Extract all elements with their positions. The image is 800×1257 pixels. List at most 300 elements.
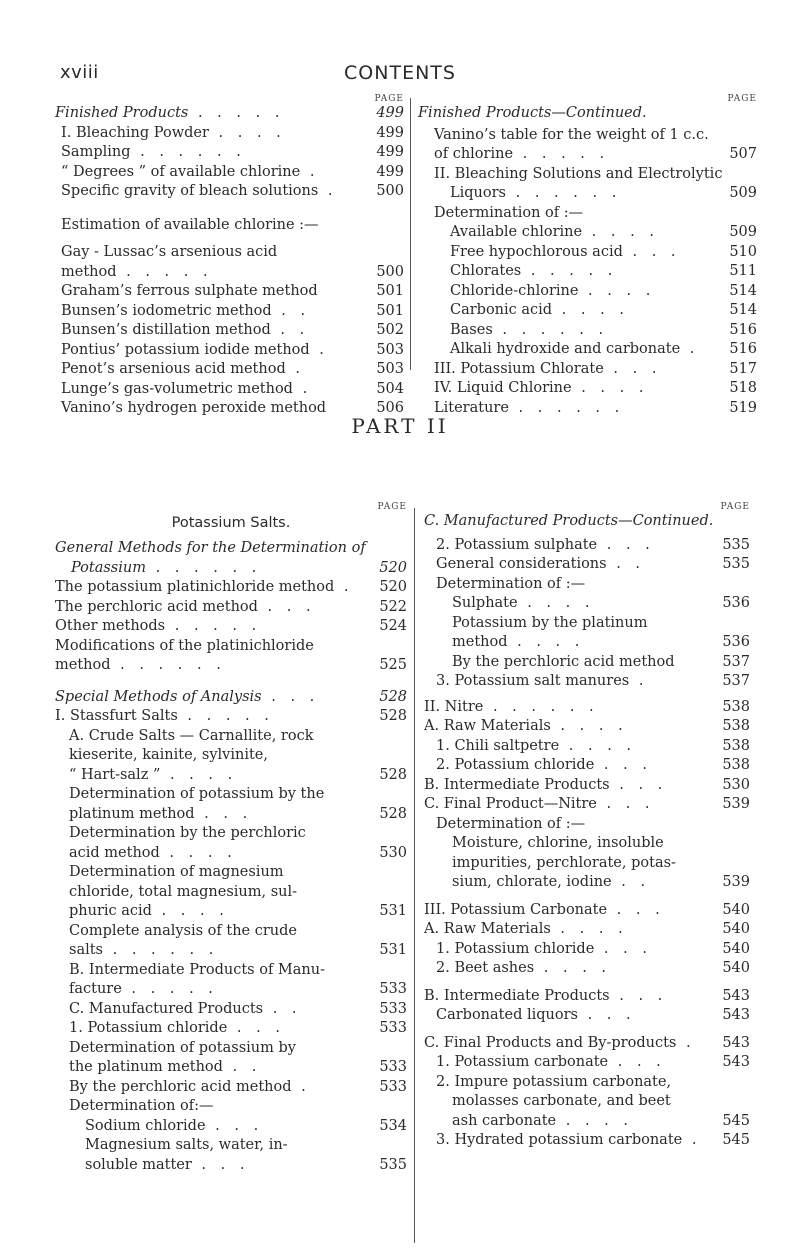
entry-page-number: 543 bbox=[719, 1006, 750, 1026]
entry-page-number: 538 bbox=[719, 698, 750, 718]
entry-title: Liquors bbox=[450, 185, 506, 201]
leader-dots: . bbox=[318, 183, 338, 199]
toc-entry bbox=[55, 182, 404, 202]
entry-page-number: 538 bbox=[719, 717, 750, 737]
entry-page-number: 511 bbox=[726, 262, 757, 282]
entry-page-number: 540 bbox=[719, 920, 750, 940]
leader-dots: . bbox=[334, 579, 354, 595]
entry-title: General Methods for the Determination of bbox=[55, 540, 366, 556]
entry-title: molasses carbonate, and beet bbox=[452, 1093, 671, 1109]
entry-page-number: 539 bbox=[719, 795, 750, 815]
toc-entry bbox=[55, 1019, 407, 1039]
page-title: CONTENTS bbox=[344, 62, 456, 84]
entry-title: Available chlorine bbox=[450, 224, 583, 240]
toc-entry bbox=[55, 902, 407, 922]
toc-entry bbox=[424, 854, 750, 874]
leader-dots: . bbox=[300, 163, 320, 180]
entry-title: Determination of:— bbox=[69, 1098, 214, 1114]
toc-entry bbox=[424, 1073, 750, 1093]
entry-page-number: 540 bbox=[719, 959, 750, 979]
entry-page-number: 500 bbox=[373, 263, 404, 283]
entry-title: Graham’s ferrous sulphate method bbox=[61, 283, 318, 299]
toc-entry bbox=[424, 959, 750, 979]
entry-title: Finished Products bbox=[55, 105, 189, 121]
entry-page-number: 503 bbox=[373, 341, 404, 361]
toc-entry bbox=[55, 656, 407, 676]
entry-page-number: 534 bbox=[376, 1117, 407, 1137]
toc-entry bbox=[55, 844, 407, 864]
toc-entry bbox=[424, 795, 750, 815]
leader-dots: . . . . . bbox=[177, 708, 274, 724]
entry-title: Potassium by the platinum bbox=[452, 614, 648, 631]
leader-dots: . . . . bbox=[550, 718, 628, 734]
entry-title: 2. Potassium sulphate bbox=[436, 536, 598, 553]
toc-entry bbox=[424, 1131, 750, 1151]
leader-dots: . . bbox=[611, 874, 651, 890]
page-column-label: PAGE bbox=[720, 502, 750, 512]
toc-entry bbox=[424, 776, 750, 796]
entry-page-number: 516 bbox=[726, 340, 757, 360]
entry-title: impurities, perchlorate, potas- bbox=[452, 854, 676, 871]
leader-dots: . . . . . . bbox=[483, 698, 599, 715]
toc-entry bbox=[55, 578, 407, 598]
entry-title: Gay - Lussac’s arsenious acid bbox=[61, 244, 278, 260]
entry-page-number: 519 bbox=[726, 399, 757, 419]
entry-title: Special Methods of Analysis bbox=[55, 688, 262, 705]
leader-dots: . . . bbox=[594, 940, 652, 957]
entry-page-number: 516 bbox=[726, 321, 757, 341]
toc-entry bbox=[424, 1034, 750, 1054]
part-heading: PART II bbox=[351, 414, 449, 438]
leader-dots: . bbox=[680, 341, 700, 357]
toc-entry bbox=[418, 145, 757, 165]
entry-title: Complete analysis of the crude bbox=[69, 922, 297, 939]
entry-title: method bbox=[55, 657, 111, 673]
entry-page-number: 517 bbox=[726, 360, 757, 380]
entry-page-number: 540 bbox=[719, 901, 750, 921]
entry-title: Chloride-chlorine bbox=[450, 282, 579, 299]
entry-title: sium, chlorate, iodine bbox=[452, 874, 612, 890]
toc-entry bbox=[55, 1136, 407, 1156]
toc-entry bbox=[55, 104, 404, 124]
leader-dots: . . . bbox=[597, 536, 655, 553]
entry-page-number: 520 bbox=[376, 559, 407, 579]
entry-page-number: 528 bbox=[376, 688, 407, 708]
leader-dots: . . . . . . bbox=[506, 185, 622, 201]
entry-page-number: 531 bbox=[376, 941, 407, 961]
entry-title: Determination of potassium by the bbox=[69, 786, 325, 802]
toc-entry bbox=[55, 785, 407, 805]
toc-entry bbox=[55, 1039, 407, 1059]
entry-title: Estimation of available chlorine :— bbox=[61, 216, 319, 233]
leader-dots: . . . . bbox=[159, 844, 237, 861]
toc-entry bbox=[418, 104, 757, 124]
toc-entry bbox=[55, 617, 407, 637]
toc-entry bbox=[418, 282, 757, 302]
section-title: Potassium Salts. bbox=[171, 515, 291, 531]
toc-entry bbox=[55, 637, 407, 657]
entry-page-number: 520 bbox=[376, 578, 407, 598]
entry-title: Free hypochlorous acid bbox=[450, 243, 623, 260]
entry-title: Literature bbox=[434, 399, 509, 416]
toc-entry bbox=[55, 124, 404, 144]
entry-page-number: 504 bbox=[373, 380, 404, 400]
toc-entry bbox=[424, 834, 750, 854]
toc-entry bbox=[424, 901, 750, 921]
entry-page-number: 533 bbox=[376, 1078, 407, 1098]
leader-dots: . . . bbox=[191, 1156, 250, 1173]
leader-dots: . . . . bbox=[151, 903, 229, 919]
leader-dots: . . . . . . bbox=[130, 144, 246, 160]
leader-dots: . . bbox=[606, 556, 646, 572]
leader-dots: . . bbox=[271, 302, 311, 319]
leader-dots: . . . . . bbox=[513, 146, 610, 162]
leader-dots: . . . . . bbox=[521, 263, 618, 279]
entry-title: Determination by the perchloric bbox=[69, 825, 306, 841]
entry-page-number: 514 bbox=[726, 282, 757, 302]
entry-title: platinum method bbox=[69, 805, 195, 822]
toc-entry bbox=[418, 204, 757, 224]
toc-entry bbox=[424, 717, 750, 737]
entry-page-number: 535 bbox=[719, 536, 750, 556]
leader-dots: . . . . bbox=[517, 595, 595, 611]
leader-dots: . . . . bbox=[556, 1112, 634, 1129]
toc-entry bbox=[55, 863, 407, 883]
entry-title: C. Manufactured Products bbox=[69, 1000, 264, 1017]
entry-page-number: 545 bbox=[719, 1131, 750, 1151]
toc-entry bbox=[55, 941, 407, 961]
leader-dots: . . . . bbox=[552, 302, 629, 318]
leader-dots: . bbox=[309, 341, 329, 358]
entry-title: Carbonated liquors bbox=[436, 1007, 578, 1023]
toc-column-bottom-left bbox=[55, 502, 407, 1175]
toc-entry bbox=[418, 223, 757, 243]
entry-page-number: 524 bbox=[376, 617, 407, 637]
entry-title: Lunge’s gas-volumetric method bbox=[61, 380, 293, 397]
toc-entry bbox=[424, 653, 750, 673]
entry-page-number: 538 bbox=[719, 756, 750, 776]
toc-entry bbox=[418, 184, 757, 204]
entry-page-number: 503 bbox=[373, 360, 404, 380]
entry-title: A. Crude Salts — Carnallite, rock bbox=[69, 727, 314, 744]
toc-entry bbox=[55, 805, 407, 825]
entry-title: method bbox=[452, 634, 508, 650]
entry-page-number: 500 bbox=[373, 182, 404, 202]
entry-page-number: 502 bbox=[373, 321, 404, 341]
leader-dots: . . . . . . bbox=[492, 321, 609, 338]
leader-dots: . . . . . bbox=[116, 263, 213, 280]
entry-page-number: 539 bbox=[719, 873, 750, 893]
entry-title: 2. Potassium chloride bbox=[436, 757, 595, 773]
entry-title: I. Stassfurt Salts bbox=[55, 708, 178, 724]
leader-dots: . . . . bbox=[582, 224, 659, 240]
leader-dots: . . . . . . bbox=[145, 559, 262, 576]
column-divider bbox=[414, 508, 415, 1243]
entry-title: II. Bleaching Solutions and Electrolytic bbox=[434, 165, 723, 182]
entry-page-number: 509 bbox=[726, 223, 757, 243]
leader-dots: . . . . . . bbox=[103, 942, 219, 958]
toc-entry bbox=[55, 1000, 407, 1020]
entry-title: Modifications of the platinichloride bbox=[55, 637, 314, 654]
leader-dots: . . . . . bbox=[165, 618, 262, 634]
entry-page-number: 525 bbox=[376, 656, 407, 676]
toc-entry bbox=[418, 301, 757, 321]
entry-page-number: 499 bbox=[373, 163, 404, 183]
entry-title: A. Raw Materials bbox=[424, 921, 551, 937]
toc-entry bbox=[55, 539, 407, 559]
entry-title: chloride, total magnesium, sul- bbox=[69, 883, 298, 900]
entry-title: Other methods bbox=[55, 618, 166, 634]
toc-entry bbox=[424, 1053, 750, 1073]
entry-title: Determination of :— bbox=[436, 815, 586, 832]
column-divider bbox=[410, 98, 411, 370]
entry-page-number: 518 bbox=[726, 379, 757, 399]
entry-page-number: 528 bbox=[376, 805, 407, 825]
toc-entry bbox=[55, 282, 404, 302]
entry-page-number: 545 bbox=[719, 1112, 750, 1132]
toc-entry bbox=[424, 737, 750, 757]
toc-entry bbox=[424, 512, 750, 532]
entry-title: C. Final Product—Nitre bbox=[424, 796, 597, 812]
toc-entry bbox=[55, 688, 407, 708]
leader-dots: . . . bbox=[622, 243, 681, 260]
leader-dots: . . bbox=[222, 1059, 262, 1075]
toc-entry bbox=[55, 1078, 407, 1098]
entry-page-number: 522 bbox=[376, 598, 407, 618]
leader-dots: . . . . . . bbox=[508, 399, 625, 416]
entry-title: 3. Potassium salt manures bbox=[436, 673, 630, 689]
toc-entry bbox=[418, 360, 757, 380]
toc-entry bbox=[424, 575, 750, 595]
toc-entry bbox=[424, 873, 750, 893]
entry-title: Vanino’s table for the weight of 1 c.c. bbox=[434, 126, 709, 143]
toc-column-top-left bbox=[55, 94, 404, 419]
leader-dots: . bbox=[682, 1132, 702, 1148]
entry-title: Vanino’s hydrogen peroxide method bbox=[61, 400, 327, 416]
running-head bbox=[60, 62, 740, 86]
entry-page-number: 509 bbox=[726, 184, 757, 204]
leader-dots: . . . . . . bbox=[110, 657, 226, 673]
toc-entry bbox=[55, 598, 407, 618]
entry-title: method bbox=[61, 263, 117, 280]
leader-dots: . . . bbox=[205, 1117, 264, 1134]
leader-dots: . bbox=[676, 1034, 696, 1051]
toc-entry bbox=[418, 262, 757, 282]
leader-dots: . . . bbox=[596, 796, 655, 812]
toc-entry bbox=[55, 243, 404, 263]
toc-entry bbox=[55, 1058, 407, 1078]
entry-page-number: 501 bbox=[373, 282, 404, 302]
leader-dots: . . . bbox=[227, 1020, 285, 1036]
entry-page-number: 538 bbox=[719, 737, 750, 757]
entry-title: The potassium platinichloride method bbox=[55, 579, 335, 595]
entry-page-number: 533 bbox=[376, 1058, 407, 1078]
leader-dots: . . . . bbox=[534, 960, 612, 976]
toc-entry bbox=[55, 922, 407, 942]
toc-entry bbox=[424, 756, 750, 776]
toc-entry bbox=[424, 1112, 750, 1132]
entry-title: I. Bleaching Powder bbox=[61, 124, 209, 141]
toc-entry bbox=[418, 243, 757, 263]
page-folio: xviii bbox=[60, 62, 99, 83]
leader-dots: . . . bbox=[257, 598, 316, 615]
toc-entry bbox=[55, 302, 404, 322]
leader-dots: . . . bbox=[577, 1007, 636, 1023]
toc-entry bbox=[55, 824, 407, 844]
leader-dots: . . . bbox=[261, 688, 320, 705]
entry-title: By the perchloric acid method bbox=[69, 1078, 292, 1095]
toc-entry bbox=[55, 143, 404, 163]
toc-entry bbox=[55, 961, 407, 981]
entry-title: Moisture, chlorine, insoluble bbox=[452, 835, 664, 851]
toc-entry bbox=[55, 766, 407, 786]
entry-title: III. Potassium Carbonate bbox=[424, 901, 608, 918]
entry-page-number: 507 bbox=[726, 145, 757, 165]
leader-dots: . . bbox=[263, 1000, 302, 1017]
entry-title: Bunsen’s distillation method bbox=[61, 322, 271, 338]
toc-entry bbox=[55, 727, 407, 747]
entry-page-number: 506 bbox=[373, 399, 404, 419]
toc-entry bbox=[424, 633, 750, 653]
entry-page-number: 531 bbox=[376, 902, 407, 922]
leader-dots: . . bbox=[270, 322, 310, 338]
entry-title: B. Intermediate Products bbox=[424, 776, 610, 793]
entry-page-number: 528 bbox=[376, 707, 407, 727]
entry-title: III. Potassium Chlorate bbox=[434, 360, 604, 377]
leader-dots: . bbox=[629, 673, 649, 689]
leader-dots: . bbox=[285, 361, 305, 377]
entry-title: II. Nitre bbox=[424, 698, 484, 715]
entry-title: B. Intermediate Products of Manu- bbox=[69, 961, 326, 978]
page-column-label: PAGE bbox=[374, 94, 404, 104]
toc-entry bbox=[55, 559, 407, 579]
toc-entry bbox=[424, 672, 750, 692]
toc-entry bbox=[55, 883, 407, 903]
entry-page-number: 530 bbox=[376, 844, 407, 864]
toc-entry bbox=[55, 980, 407, 1000]
entry-title: Carbonic acid bbox=[450, 302, 553, 318]
entry-title: of chlorine bbox=[434, 146, 514, 162]
toc-entry bbox=[424, 614, 750, 634]
entry-title: 1. Potassium carbonate bbox=[436, 1054, 609, 1070]
entry-title: 1. Potassium chloride bbox=[436, 940, 595, 957]
entry-page-number: 537 bbox=[719, 672, 750, 692]
page-column-label: PAGE bbox=[377, 502, 407, 512]
toc-entry bbox=[418, 340, 757, 360]
entry-title: 2. Impure potassium carbonate, bbox=[436, 1073, 672, 1090]
toc-entry bbox=[424, 536, 750, 556]
entry-title: acid method bbox=[69, 844, 160, 861]
leader-dots: . . . bbox=[608, 1054, 666, 1070]
entry-title: 1. Chili saltpetre bbox=[436, 737, 560, 754]
entry-title: Determination of magnesium bbox=[69, 864, 284, 880]
entry-title: Determination of :— bbox=[436, 575, 586, 592]
entry-title: B. Intermediate Products bbox=[424, 987, 610, 1004]
leader-dots: . . . bbox=[194, 805, 253, 822]
entry-title: A. Raw Materials bbox=[424, 718, 551, 734]
entry-page-number: 535 bbox=[376, 1156, 407, 1176]
leader-dots: . . . bbox=[594, 757, 652, 773]
entry-title: salts bbox=[69, 942, 103, 958]
entry-title: “ Degrees ” of available chlorine bbox=[61, 163, 301, 180]
entry-title: Pontius’ potassium iodide method bbox=[61, 341, 310, 358]
entry-page-number: 543 bbox=[719, 987, 750, 1007]
entry-title: Alkali hydroxide and carbonate bbox=[450, 341, 681, 357]
entry-page-number: 543 bbox=[719, 1053, 750, 1073]
toc-entry bbox=[55, 380, 404, 400]
entry-page-number: 533 bbox=[376, 1000, 407, 1020]
entry-page-number: 499 bbox=[373, 124, 404, 144]
leader-dots: . . . . bbox=[578, 282, 656, 299]
entry-page-number: 499 bbox=[373, 104, 404, 124]
toc-entry bbox=[424, 1006, 750, 1026]
toc-entry bbox=[55, 263, 404, 283]
entry-title: General considerations bbox=[436, 556, 607, 572]
entry-title: ash carbonate bbox=[452, 1112, 557, 1129]
entry-page-number: 543 bbox=[719, 1034, 750, 1054]
entry-title: Potassium bbox=[71, 559, 146, 576]
leader-dots: . . . bbox=[603, 360, 662, 377]
leader-dots: . . . . bbox=[550, 921, 628, 937]
entry-title: phuric acid bbox=[69, 903, 152, 919]
toc-entry bbox=[424, 920, 750, 940]
entry-title: Determination of potassium by bbox=[69, 1039, 296, 1056]
entry-title: Finished Products—Continued. bbox=[418, 105, 647, 121]
entry-title: IV. Liquid Chlorine bbox=[434, 380, 572, 396]
entry-page-number: 536 bbox=[719, 633, 750, 653]
entry-title: Specific gravity of bleach solutions bbox=[61, 183, 319, 199]
entry-title: C. Manufactured Products—Continued. bbox=[424, 513, 714, 529]
toc-entry bbox=[418, 165, 757, 185]
toc-entry bbox=[418, 126, 757, 146]
entry-title: Sulphate bbox=[452, 595, 518, 611]
entry-page-number: 514 bbox=[726, 301, 757, 321]
toc-column-top-right bbox=[418, 94, 757, 418]
toc-entry bbox=[424, 594, 750, 614]
entry-title: Determination of :— bbox=[434, 204, 584, 221]
entry-title: Bases bbox=[450, 321, 493, 338]
leader-dots: . . . . . bbox=[121, 981, 218, 997]
entry-title: soluble matter bbox=[85, 1156, 192, 1173]
entry-title: Bunsen’s iodometric method bbox=[61, 302, 272, 319]
toc-entry bbox=[424, 555, 750, 575]
toc-entry bbox=[55, 1156, 407, 1176]
leader-dots: . . . bbox=[607, 901, 665, 918]
entry-title: kieserite, kainite, sylvinite, bbox=[69, 747, 268, 763]
leader-dots: . bbox=[291, 1078, 311, 1095]
entry-title: 2. Beet ashes bbox=[436, 960, 535, 976]
toc-entry bbox=[424, 815, 750, 835]
page-column-label: PAGE bbox=[727, 94, 757, 104]
toc-entry bbox=[55, 321, 404, 341]
toc-entry bbox=[55, 1097, 407, 1117]
toc-entry bbox=[418, 321, 757, 341]
entry-title: Magnesium salts, water, in- bbox=[85, 1137, 288, 1153]
entry-title: 1. Potassium chloride bbox=[69, 1020, 228, 1036]
entry-title: 3. Hydrated potassium carbonate bbox=[436, 1132, 683, 1148]
entry-title: By the perchloric acid method bbox=[452, 653, 675, 670]
leader-dots: . . . . bbox=[507, 634, 585, 650]
toc-entry bbox=[55, 1117, 407, 1137]
toc-entry bbox=[55, 163, 404, 183]
entry-page-number: 499 bbox=[373, 143, 404, 163]
toc-entry bbox=[55, 360, 404, 380]
entry-title: Sodium chloride bbox=[85, 1117, 206, 1134]
toc-entry bbox=[424, 1092, 750, 1112]
entry-page-number: 528 bbox=[376, 766, 407, 786]
leader-dots: . . . . bbox=[160, 766, 238, 783]
entry-page-number: 533 bbox=[376, 980, 407, 1000]
